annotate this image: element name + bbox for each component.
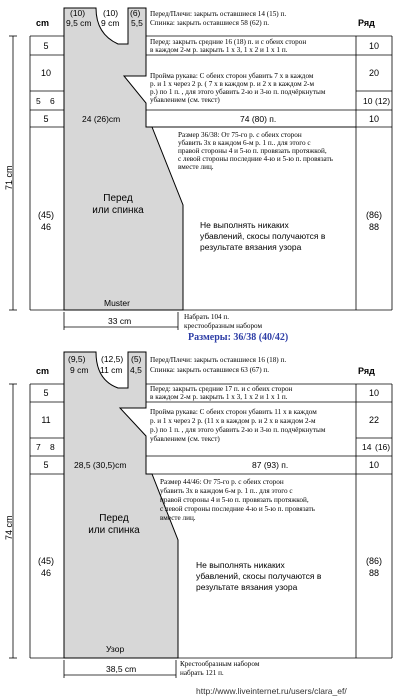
bottom-ryad-row4: 10 bbox=[368, 460, 379, 470]
top-cm-row2: 10 bbox=[40, 68, 51, 78]
top-cm-row5: 46 bbox=[40, 222, 51, 232]
bottom-bottom-width: 38,5 cm bbox=[106, 664, 137, 674]
top-row1-text-1: Перед: закрыть средние 16 (18) п. и с обеих сторон bbox=[150, 38, 307, 46]
top-pattern-label: Muster bbox=[104, 298, 130, 308]
top-row1-text-2: в каждом 2-м р. закрыть 1 x 3, 1 x 2 и 1 x 1 п. bbox=[150, 46, 288, 54]
bottom-width-label: 28,5 (30,5)cm bbox=[74, 460, 127, 470]
bottom-top-note-2: Спинка: закрыть оставшиеся 63 (67) п. bbox=[150, 366, 270, 374]
bottom-size-note-3: правой стороны 4 и 5-ю п. провязать протяжкой, bbox=[160, 496, 309, 504]
top-cm-row1: 5 bbox=[43, 41, 49, 51]
bottom-header-col3-b: 4,5 bbox=[130, 365, 142, 375]
top-cast-on-2: крестообразным набором bbox=[184, 322, 263, 330]
bottom-piece-label-1: Перед bbox=[99, 513, 129, 524]
bottom-pattern-label: Узор bbox=[106, 644, 125, 654]
bottom-total-height: 74 cm bbox=[4, 515, 14, 540]
top-top-note-1: Перед/Плечи: закрыть оставшиеся 14 (15) п. bbox=[150, 10, 287, 18]
top-note-1: Не выполнять никаких bbox=[200, 220, 289, 230]
top-size-note-5: вместе лиц. bbox=[178, 163, 214, 171]
bottom-row1-text-2: в каждом 2-м р. закрыть 1 x 3, 1 x 2 и 1 x 1 п. bbox=[150, 393, 288, 401]
top-row2-text-4: убавлением (см. текст) bbox=[150, 96, 220, 104]
top-stitch-count: 74 (80) п. bbox=[240, 114, 277, 124]
top-piece-label-1: Перед bbox=[103, 193, 133, 204]
top-header-cm: cm bbox=[36, 18, 50, 28]
top-row2-text-2: р. и 1 x через 2 р. ( 7 x в каждом р. и 2 x в каждом 2-м bbox=[150, 80, 314, 88]
top-piece-label-2: или спинка bbox=[92, 205, 144, 216]
top-size-note-4: с левой стороны последние 4-ю и 5-ю п. провязать bbox=[178, 155, 333, 163]
top-header-col3-a: (6) bbox=[130, 8, 141, 18]
bottom-ryad-row3-post: (16) bbox=[375, 442, 391, 452]
top-cm-row3: 6 bbox=[50, 96, 55, 106]
bottom-size-note-5: вместе лиц. bbox=[160, 514, 196, 522]
top-header-col1-b: 9,5 cm bbox=[66, 18, 92, 28]
top-row2-text-1: Пройма рукава: С обеих сторон убавить 7 x в каждом bbox=[150, 72, 314, 80]
top-header-col1-a: (10) bbox=[70, 8, 86, 18]
bottom-cm-row4: 5 bbox=[43, 460, 49, 470]
bottom-size-note-4: с левой стороны последние 4-ю и 5-ю п. провязать bbox=[160, 505, 315, 513]
bottom-header-col1-a: (9,5) bbox=[68, 354, 86, 364]
top-cm-row4: 5 bbox=[43, 114, 49, 124]
top-cm-row3-pre: 5 bbox=[36, 96, 41, 106]
top-row2-text-3: р.) по 1 п. , для этого убавить 2-ю и 3-ю п. подчёркнутым bbox=[150, 88, 326, 96]
bottom-row2-text-2: р. и 1 x через 2 р. (11 x в каждом р. и 2 x в каждом 2-м bbox=[150, 417, 316, 425]
bottom-cast-on-2: набрать 121 п. bbox=[180, 669, 224, 677]
bottom-ryad-row1: 10 bbox=[368, 388, 379, 398]
top-width-label: 24 (26)cm bbox=[82, 114, 121, 124]
top-ryad-row2: 20 bbox=[368, 68, 379, 78]
top-total-height: 71 cm bbox=[4, 165, 14, 190]
top-note-3: результате вязания узора bbox=[200, 242, 302, 252]
bottom-ryad-row5: 88 bbox=[368, 568, 379, 578]
bottom-cm-row5: 46 bbox=[40, 568, 51, 578]
sizes-title: Размеры: 36/38 (40/42) bbox=[188, 332, 289, 343]
top-top-note-2: Спинка: закрыть оставшиеся 58 (62) п. bbox=[150, 19, 270, 27]
bottom-cm-row3: 8 bbox=[50, 442, 55, 452]
bottom-ryad-row5-pre: (86) bbox=[365, 556, 382, 566]
bottom-note-1: Не выполнять никаких bbox=[196, 560, 285, 570]
bottom-cm-row2: 11 bbox=[41, 415, 51, 425]
bottom-note-2: убавлений, скосы получаются в bbox=[196, 571, 322, 581]
top-cm-row5-pre: (45) bbox=[37, 210, 54, 220]
bottom-ryad-row3: 14 bbox=[362, 442, 372, 452]
bottom-cast-on-1: Крестообразным набором bbox=[180, 660, 260, 668]
bottom-ryad-row2: 22 bbox=[368, 415, 379, 425]
bottom-cm-row5-pre: (45) bbox=[37, 556, 54, 566]
bottom-size-note-2: убавить 3x в каждом 6-м р. 1 п.. для этого с bbox=[160, 487, 293, 495]
top-header-ryad: Ряд bbox=[358, 18, 375, 28]
bottom-piece-label-2: или спинка bbox=[88, 525, 140, 536]
top-ryad-row3: 10 bbox=[363, 96, 373, 106]
bottom-cm-row1: 5 bbox=[43, 388, 49, 398]
bottom-row2-text-1: Пройма рукава: С обеих сторон убавить 11 x в каждом bbox=[150, 408, 317, 416]
bottom-row1-text-1: Перед: закрыть средние 17 п. и с обеих сторон bbox=[150, 385, 293, 393]
top-size-note-1: Размер 36/38: От 75-го р. с обеих сторон bbox=[178, 131, 302, 139]
bottom-header-col2-a: (12,5) bbox=[101, 354, 124, 364]
top-header-col2-b: 9 cm bbox=[101, 18, 120, 28]
top-ryad-row3-post: (12) bbox=[375, 96, 391, 106]
watermark-link[interactable]: http://www.liveinternet.ru/users/clara_ef/ bbox=[196, 686, 347, 696]
top-size-note-2: убавить 3x в каждом 6-м р. 1 п.. для этого с bbox=[178, 139, 311, 147]
bottom-size-note-1: Размер 44/46: От 75-го р. с обеих сторон bbox=[160, 478, 284, 486]
bottom-header-cm: cm bbox=[36, 366, 50, 376]
top-ryad-row1: 10 bbox=[368, 41, 379, 51]
top-header-col3-b: 5,5 bbox=[131, 18, 143, 28]
top-cast-on-1: Набрать 104 п. bbox=[184, 313, 230, 321]
top-note-2: убавлений, скосы получаются в bbox=[200, 231, 326, 241]
bottom-note-3: результате вязания узора bbox=[196, 582, 298, 592]
bottom-cm-row3-pre: 7 bbox=[36, 442, 41, 452]
bottom-header-ryad: Ряд bbox=[358, 366, 375, 376]
top-ryad-row5: 88 bbox=[368, 222, 379, 232]
bottom-row2-text-4: убавлением (см. текст) bbox=[150, 435, 220, 443]
bottom-header-col2-b: 11 cm bbox=[100, 365, 123, 375]
top-bottom-width: 33 cm bbox=[108, 316, 132, 326]
bottom-stitch-count: 87 (93) п. bbox=[252, 460, 289, 470]
top-size-note-3: правой стороны 4 и 5-ю п. провязать протяжкой, bbox=[178, 147, 327, 155]
top-header-col2-a: (10) bbox=[103, 8, 119, 18]
bottom-header-col1-b: 9 cm bbox=[70, 365, 89, 375]
top-ryad-row5-pre: (86) bbox=[365, 210, 382, 220]
bottom-row2-text-3: р.) по 1 п. , для этого убавить 2-ю и 3-ю п. подчёркнутым bbox=[150, 426, 326, 434]
top-ryad-row4: 10 bbox=[368, 114, 379, 124]
bottom-top-note-1: Перед/Плечи: закрыть оставшиеся 16 (18) п. bbox=[150, 356, 287, 364]
bottom-header-col3-a: (5) bbox=[131, 354, 142, 364]
